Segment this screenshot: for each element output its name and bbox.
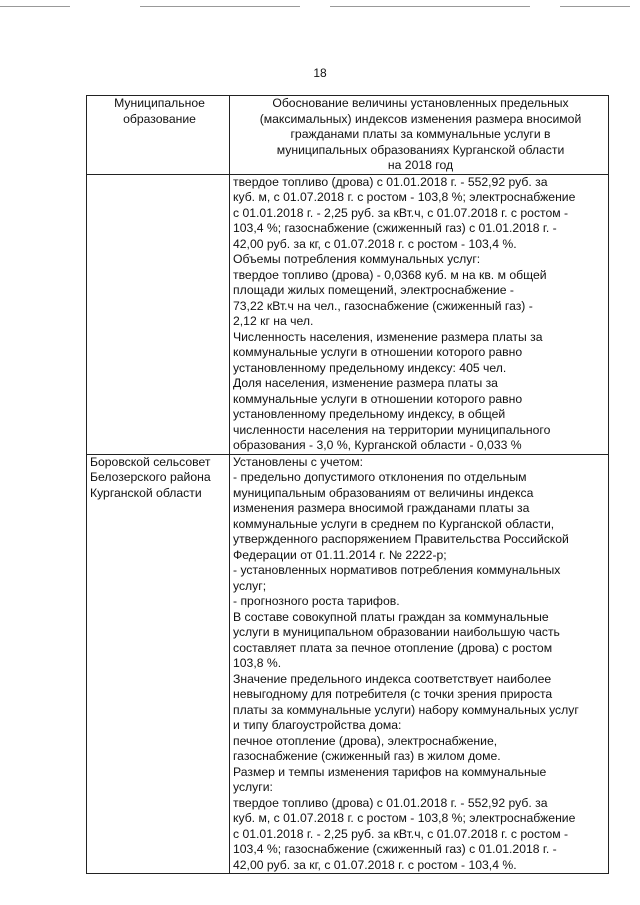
header-municipality: [87, 96, 230, 175]
text-line: площади жилых помещений, электроснабжение -: [233, 283, 514, 297]
text-line: муниципальных образованиях Курганской области: [276, 142, 565, 157]
text-line: муниципальным образованиям от величины индекса: [233, 485, 534, 500]
text-line: Боровской сельсовет: [90, 454, 211, 469]
text-line: Белозерского района: [90, 470, 211, 484]
text-line: с 01.01.2018 г. - 2,25 руб. за кВт.ч, с 01.07.2018 г. с ростом -: [233, 826, 569, 841]
page-number: 18: [313, 66, 327, 80]
scan-artifact: [140, 6, 300, 7]
text-line: куб. м, с 01.07.2018 г. с ростом - 103,8 %; электроснабжение: [233, 190, 576, 204]
text-line: численности населения на территории муниципального: [233, 422, 551, 437]
text-line: услуги:: [233, 780, 273, 794]
text-line: 103,4 %; газоснабжение (сжиженный газ) с 01.01.2018 г. -: [233, 221, 557, 235]
text-line: В составе совокупной платы граждан за коммунальные: [233, 609, 549, 624]
text-line: коммунальные услуги в отношении которого равно: [233, 345, 523, 359]
text-line: услуг;: [233, 578, 267, 593]
text-line: гражданами платы за коммунальные услуги в: [290, 127, 551, 141]
text-line: Обоснование величины установленных предельных: [272, 96, 569, 110]
text-line: Значение предельного индекса соответствует наиболее: [233, 671, 552, 686]
municipality-cell: [87, 454, 230, 874]
table-header-row: [87, 96, 609, 175]
justification-cell: [230, 454, 609, 874]
text-line: твердое топливо (дрова) с 01.01.2018 г. - 552,92 руб. за: [233, 174, 548, 189]
text-line: образование: [123, 111, 196, 126]
text-line: Размер и темпы изменения тарифов на коммунальные: [233, 764, 547, 779]
text-line: 73,22 кВт.ч на чел., газоснабжение (сжиженный газ) -: [233, 298, 533, 313]
text-line: Объемы потребления коммунальных услуг:: [233, 252, 481, 266]
text-line: платы за коммунальные услуги) набору коммунальных услуг: [233, 702, 579, 717]
municipality-cell: [87, 174, 230, 454]
text-line: 103,8 %.: [233, 656, 282, 670]
text-line: Численность населения, изменение размера платы за: [233, 329, 543, 344]
table-row: [87, 174, 609, 454]
text-line: Доля населения, изменение размера платы за: [233, 376, 498, 390]
justification-cell: [230, 174, 609, 454]
text-line: и типу благоустройства дома:: [233, 718, 402, 732]
text-line: печное отопление (дрова), электроснабжение,: [233, 733, 498, 748]
text-line: Федерации от 01.11.2014 г. № 2222-р;: [233, 547, 447, 562]
text-line: коммунальные услуги в среднем по Курганской области,: [233, 516, 555, 531]
text-line: образования - 3,0 %, Курганской области - 0,033 %: [233, 438, 522, 452]
scan-artifact: [0, 6, 70, 7]
text-line: - прогнозного роста тарифов.: [233, 594, 400, 608]
municipal-index-table: [86, 95, 609, 874]
text-line: с 01.01.2018 г. - 2,25 руб. за кВт.ч, с 01.07.2018 г. с ростом -: [233, 205, 569, 220]
text-line: Курганской области: [90, 485, 202, 500]
header-justification: [230, 96, 609, 175]
text-line: 2,12 кг на чел.: [233, 314, 314, 328]
text-line: газоснабжение (сжиженный газ) в жилом доме.: [233, 749, 501, 763]
text-line: (максимальных) индексов изменения размера вносимой: [259, 111, 582, 126]
text-line: - установленных нормативов потребления коммунальных: [233, 563, 561, 577]
text-line: Установлены с учетом:: [233, 454, 363, 469]
text-line: твердое топливо (дрова) - 0,0368 куб. м на кв. м общей: [233, 267, 547, 282]
text-line: 42,00 руб. за кг, с 01.07.2018 г. с ростом - 103,4 %.: [233, 857, 517, 872]
text-line: 103,4 %; газоснабжение (сжиженный газ) с 01.01.2018 г. -: [233, 842, 557, 856]
table-row: [87, 454, 609, 874]
text-line: 42,00 руб. за кг, с 01.07.2018 г. с ростом - 103,4 %.: [233, 236, 517, 251]
text-line: услуги в муниципальном образовании наибольшую часть: [233, 625, 560, 639]
scan-artifact: [330, 6, 530, 7]
scan-artifact: [560, 6, 630, 7]
text-line: установленному предельному индексу: 405 чел.: [233, 360, 507, 375]
text-line: составляет плата за печное отопление (дрова) с ростом: [233, 640, 553, 655]
text-line: твердое топливо (дрова) с 01.01.2018 г. - 552,92 руб. за: [233, 795, 548, 810]
text-line: утвержденного распоряжением Правительства Российской: [233, 532, 569, 546]
text-line: на 2018 год: [387, 158, 454, 172]
text-line: невыгодному для потребителя (с точки зрения прироста: [233, 687, 553, 701]
text-line: установленному предельному индексу, в общей: [233, 407, 506, 421]
text-line: коммунальные услуги в отношении которого равно: [233, 391, 523, 406]
text-line: - предельно допустимого отклонения по отдельным: [233, 470, 527, 484]
text-line: куб. м, с 01.07.2018 г. с ростом - 103,8 %; электроснабжение: [233, 811, 576, 825]
text-line: Муниципальное: [114, 96, 205, 110]
text-line: изменения размера вносимой гражданами платы за: [233, 501, 530, 515]
